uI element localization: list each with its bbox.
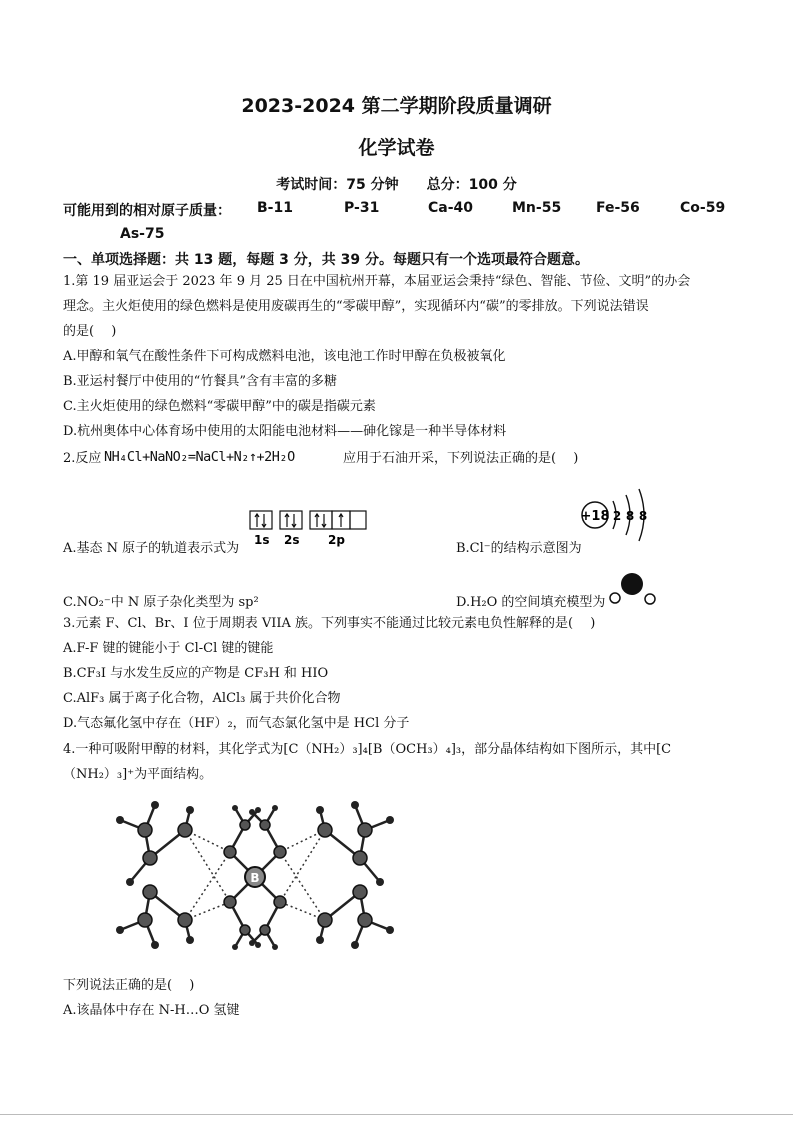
atomic-mass-p: P-31 <box>344 200 380 216</box>
q1-stem-line1: 1.第 19 届亚运会于 2023 年 9 月 25 日在中国杭州开幕，本届亚运会秉持“绿色、智能、节俭、文明”的办会 <box>63 274 691 289</box>
atomic-mass-label: 可能用到的相对原子质量： <box>63 203 231 219</box>
page-title: 2023-2024 第二学期阶段质量调研 <box>241 95 552 117</box>
q3-option-a: A.F-F 键的键能小于 Cl-Cl 键的键能 <box>63 641 274 656</box>
q2-option-c: C.NO₂⁻中 N 原子杂化类型为 sp² <box>63 595 259 610</box>
atomic-mass-fe: Fe-56 <box>596 200 640 216</box>
orbital-label-1s: 1s <box>254 533 270 547</box>
orbital-label-2p: 2p <box>328 533 345 547</box>
q1-option-a: A.甲醇和氧气在酸性条件下可构成燃料电池，该电池工作时甲醇在负极被氧化 <box>63 349 506 364</box>
q1-option-b: B.亚运村餐厅中使用的“竹餐具”含有丰富的多糖 <box>63 374 337 389</box>
exam-info: 考试时间：75 分钟 总分：100 分 <box>276 177 517 193</box>
cl-ion-structure-diagram <box>580 485 655 545</box>
atomic-mass-as: As-75 <box>120 226 165 242</box>
orbital-diagram <box>248 508 370 548</box>
q3-option-d: D.气态氟化氢中存在（HF）₂，而气态氯化氢中是 HCl 分子 <box>63 716 410 731</box>
q3-option-c: C.AlF₃ 属于离子化合物，AlCl₃ 属于共价化合物 <box>63 691 341 706</box>
atomic-mass-co: Co-59 <box>680 200 726 216</box>
atomic-mass-ca: Ca-40 <box>428 200 474 216</box>
q2-option-d: D.H₂O 的空间填充模型为 <box>456 595 606 610</box>
atomic-mass-b: B-11 <box>257 200 293 216</box>
q3-option-b: B.CF₃I 与水发生反应的产物是 CF₃H 和 HIO <box>63 666 329 681</box>
q4-question: 下列说法正确的是( ) <box>63 978 195 993</box>
center-boron-label: B <box>250 871 260 885</box>
q1-option-c: C.主火炬使用的绿色燃料“零碳甲醇”中的碳是指碳元素 <box>63 399 376 414</box>
q2-equation: NH₄Cl+NaNO₂=NaCl+N₂↑+2H₂O <box>104 449 295 465</box>
page-subtitle: 化学试卷 <box>358 137 435 159</box>
q1-stem-line2: 理念。主火炬使用的绿色燃料是使用废碳再生的“零碳甲醇”，实现循环内“碳”的零排放。下列说法错误 <box>63 299 649 314</box>
cl-shell-1: 2 <box>612 509 622 523</box>
q1-option-d: D.杭州奥体中心体育场中使用的太阳能电池材料——砷化镓是一种半导体材料 <box>63 424 507 439</box>
q2-prefix: 2.反应 <box>63 451 102 466</box>
q4-stem-line2: （NH₂）₃]⁺为平面结构。 <box>63 767 213 782</box>
q2-option-b: B.Cl⁻的结构示意图为 <box>456 541 582 556</box>
q1-stem-line3: 的是( ) <box>63 324 117 339</box>
q2-option-a: A.基态 N 原子的轨道表示式为 <box>63 541 240 556</box>
page-bottom-rule <box>0 1114 793 1115</box>
cl-shell-3: 8 <box>638 509 648 523</box>
section-heading: 一、单项选择题：共 13 题，每题 3 分，共 39 分。每题只有一个选项最符合题意。 <box>63 252 589 268</box>
cl-nucleus-charge: +18 <box>580 509 610 524</box>
q3-stem: 3.元素 F、Cl、Br、I 位于周期表 VIIA 族。下列事实不能通过比较元素电负性解释的是( ) <box>63 616 596 631</box>
cl-shell-2: 8 <box>625 509 635 523</box>
water-space-filling-model <box>608 570 658 608</box>
orbital-label-2s: 2s <box>284 533 300 547</box>
q4-option-a: A.该晶体中存在 N-H…O 氢键 <box>63 1003 240 1018</box>
crystal-structure-figure <box>100 790 410 960</box>
atomic-mass-mn: Mn-55 <box>512 200 562 216</box>
q4-stem-line1: 4.一种可吸附甲醇的材料，其化学式为[C（NH₂）₃]₄[B（OCH₃）₄]₃，部分晶体结构如下图所示，其中[C <box>63 742 672 757</box>
q2-suffix: 应用于石油开采，下列说法正确的是( ) <box>343 451 579 466</box>
